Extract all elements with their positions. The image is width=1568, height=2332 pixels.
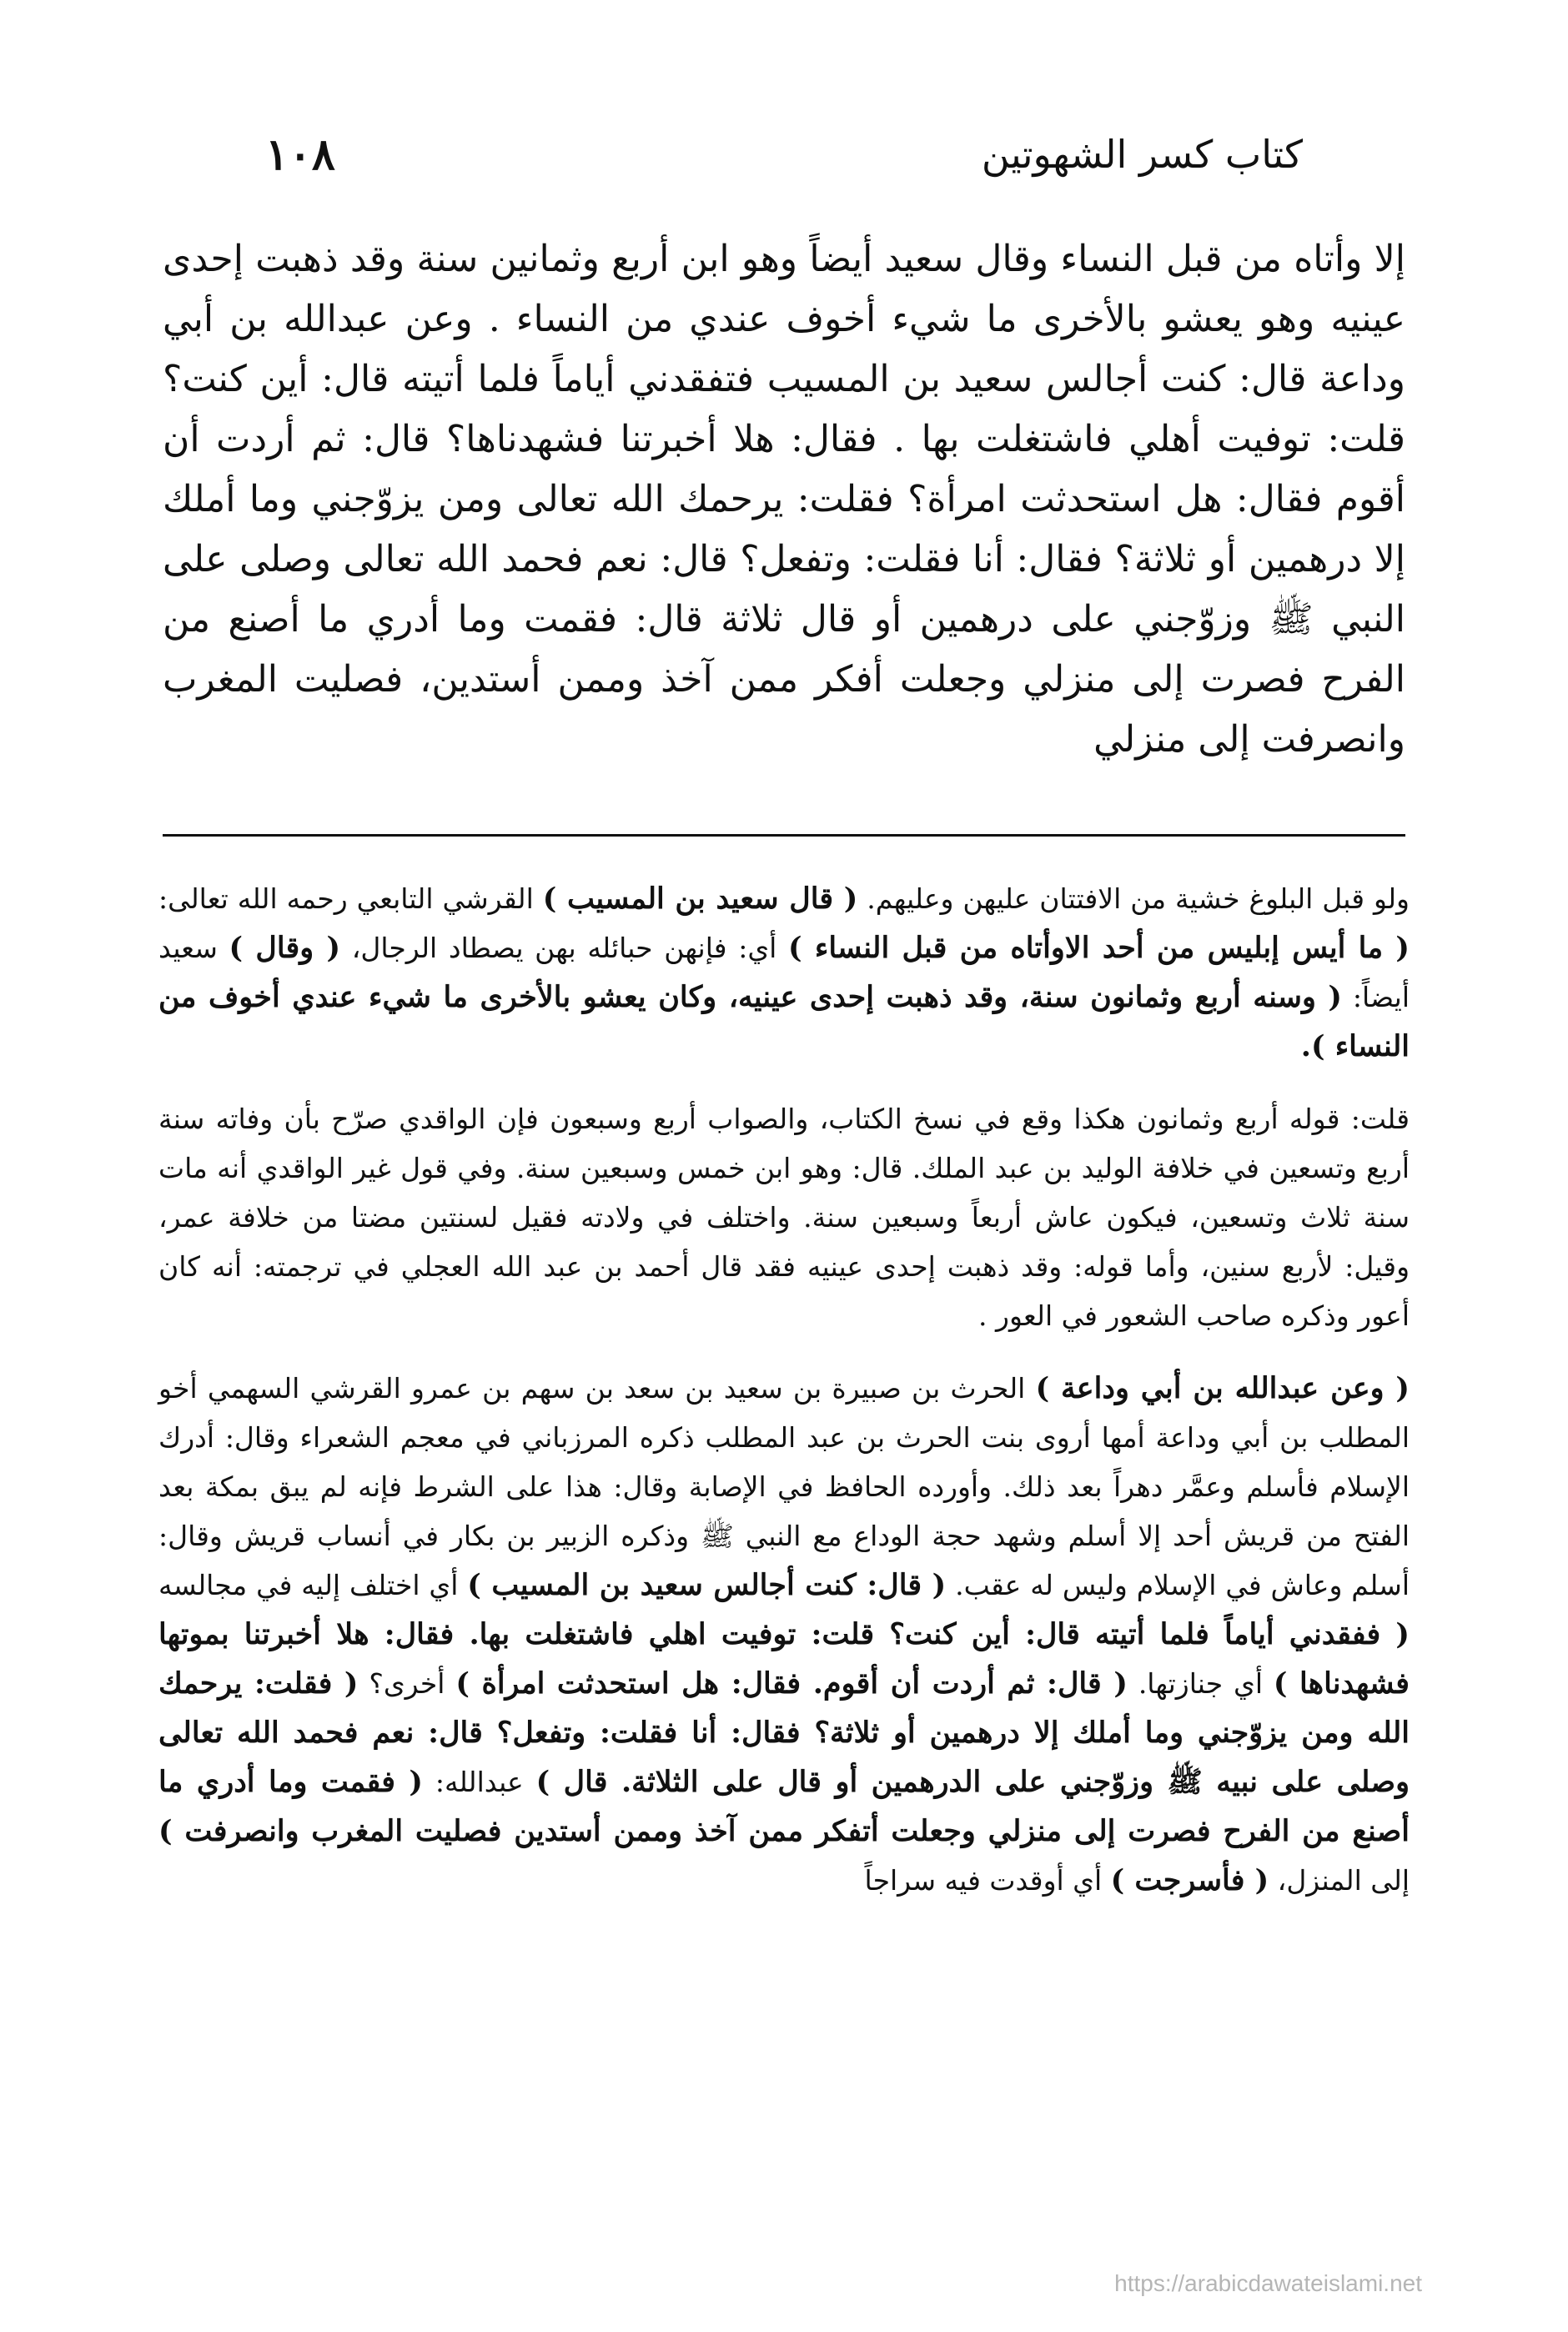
quoted-text: ( وعن عبدالله بن أبي وداعة ): [1035, 1371, 1410, 1405]
page-number: ١٠٨: [265, 128, 335, 180]
commentary-text: أي اختلف إليه في مجالسه: [158, 1569, 468, 1601]
main-text-paragraph: إلا وأتاه من قبل النساء وقال سعيد أيضاً وهو ابن أربع وثمانين سنة وقد ذهبت إحدى عينيه وهو يعشو بالأخرى ما شيء أخوف عندي من النساء . وعن عبدالله بن أبي وداعة قال: كنت أجالس سعيد بن المسيب فتفقدني أياماً فلما أتيته قال: أين كنت؟ قلت: توفيت أهلي فاشتغلت بها . فقال: هلا أخبرتنا فشهدناها؟ قال: ثم أردت أن أقوم فقال: هل استحدثت امرأة؟ فقلت: يرحمك الله تعالى ومن يزوّجني وما أملك إلا درهمين أو ثلاثة؟ فقال: أنا فقلت: وتفعل؟ قال: نعم فحمد الله تعالى وصلى على النبي ﷺ وزوّجني على درهمين أو قال ثلاثة قال: فقمت وما أدري ما أصنع من الفرح فصرت إلى منزلي وجعلت أفكر ممن آخذ وممن أستدين، فصليت المغرب وانصرفت إلى منزلي: [163, 238, 1405, 761]
quoted-text: ( وسنه أربع وثمانون سنة، وقد ذهبت إحدى عينيه، وكان يعشو بالأخرى ما شيء عندي أخوف من النساء ).: [158, 980, 1410, 1063]
quoted-text: ( ففقدني أياماً فلما أتيته قال: أين كنت؟ قلت: توفيت اهلي فاشتغلت بها. فقال: هلا أخبرتنا بموتها فشهدناها ): [158, 1617, 1410, 1701]
commentary-paragraph-2: قلت: قوله أربع وثمانون هكذا وقع في نسخ الكتاب، والصواب أربع وسبعون فإن الواقدي صرّح بأن وفاته سنة أربع وتسعين في خلافة الوليد بن عبد الملك. قال: وهو ابن خمس وسبعين سنة. وفي قول غير الواقدي أنه مات سنة ثلاث وتسعين، فيكون عاش أربعاً وسبعين سنة. واختلف في ولادته فقيل لسنتين مضتا من خلافة عمر، وقيل: لأربع سنين، وأما قوله: وقد ذهبت إحدى عينيه فقد قال أحمد بن عبد الله العجلي في ترجمته: أنه كان أعور وذكره صاحب الشعور في العور .: [158, 1103, 1410, 1332]
commentary-text: الحرث بن صبيرة بن سعيد بن سعد بن سهم بن عمرو القرشي السهمي أخو المطلب بن أبي وداعة أمها أروى بنت الحرث بن عبد المطلب ذكره المرزباني في معجم الشعراء وقال: أدرك الإسلام فأسلم وعمَّر دهراً بعد ذلك. وأورده الحافظ في الإصابة وقال: هذا على الشرط فإنه لم يبق بمكة بعد الفتح من قريش أحد إلا أسلم وشهد حجة الوداع مع النبي ﷺ وذكره الزبير بن بكار في أنساب قريش وقال: أسلم وعاش في الإسلام وليس له عقب.: [158, 1372, 1410, 1601]
commentary-paragraph-3: [158, 1364, 1410, 1905]
commentary-text: أي: فإنهن حبائله بهن يصطاد الرجال،: [340, 932, 788, 964]
commentary-text: عبدالله:: [423, 1766, 536, 1798]
quoted-text: ( قال: ثم أردت أن أقوم. فقال: هل استحدثت امرأة ): [455, 1666, 1128, 1701]
commentary-text: أي أوقدت فيه سراجاً: [864, 1864, 1111, 1897]
commentary-text: ولو قبل البلوغ خشية من الافتتان عليهن وعليهم.: [857, 882, 1410, 915]
commentary-text: القرشي التابعي رحمه الله تعالى:: [158, 882, 543, 915]
quoted-text: ( فقمت وما أدري ما أصنع من الفرح فصرت إلى منزلي وجعلت أتفكر ممن آخذ وممن أستدين فصليت المغرب وانصرفت ): [158, 1765, 1410, 1848]
commentary-paragraph-1: [158, 874, 1410, 1071]
page-header: [265, 125, 1303, 183]
quoted-text: ( وقال ): [229, 931, 341, 965]
commentary-text: إلى المنزل،: [1269, 1864, 1410, 1897]
book-title: كتاب كسر الشهوتين: [981, 132, 1303, 177]
watermark-url: https://arabicdawateislami.net: [1114, 2270, 1422, 2296]
quoted-text: ( فقلت: يرحمك الله ومن يزوّجني وما أملك إلا درهمين أو ثلاثة؟ فقال: أنا فقلت: وتفعل؟ قال: نعم فحمد الله تعالى وصلى على نبيه ﷺ وزوّجني على الدرهمين أو قال على الثلاثة. قال ): [158, 1666, 1410, 1799]
commentary-text: أخرى؟: [358, 1667, 456, 1700]
footnote-divider: [163, 834, 1405, 837]
main-text-block: [163, 229, 1405, 770]
commentary-text: أي جنازتها.: [1127, 1667, 1274, 1700]
quoted-text: ( فأسرجت ): [1110, 1863, 1269, 1897]
quoted-text: ( قال سعيد بن المسيب ): [542, 882, 858, 916]
quoted-text: ( ما أيس إبليس من أحد الاوأتاه من قبل النساء ): [787, 931, 1410, 965]
commentary-block: [158, 874, 1410, 1928]
commentary-text: سعيد أيضاً:: [158, 932, 1410, 1013]
quoted-text: ( قال: كنت أجالس سعيد بن المسيب ): [467, 1568, 947, 1602]
